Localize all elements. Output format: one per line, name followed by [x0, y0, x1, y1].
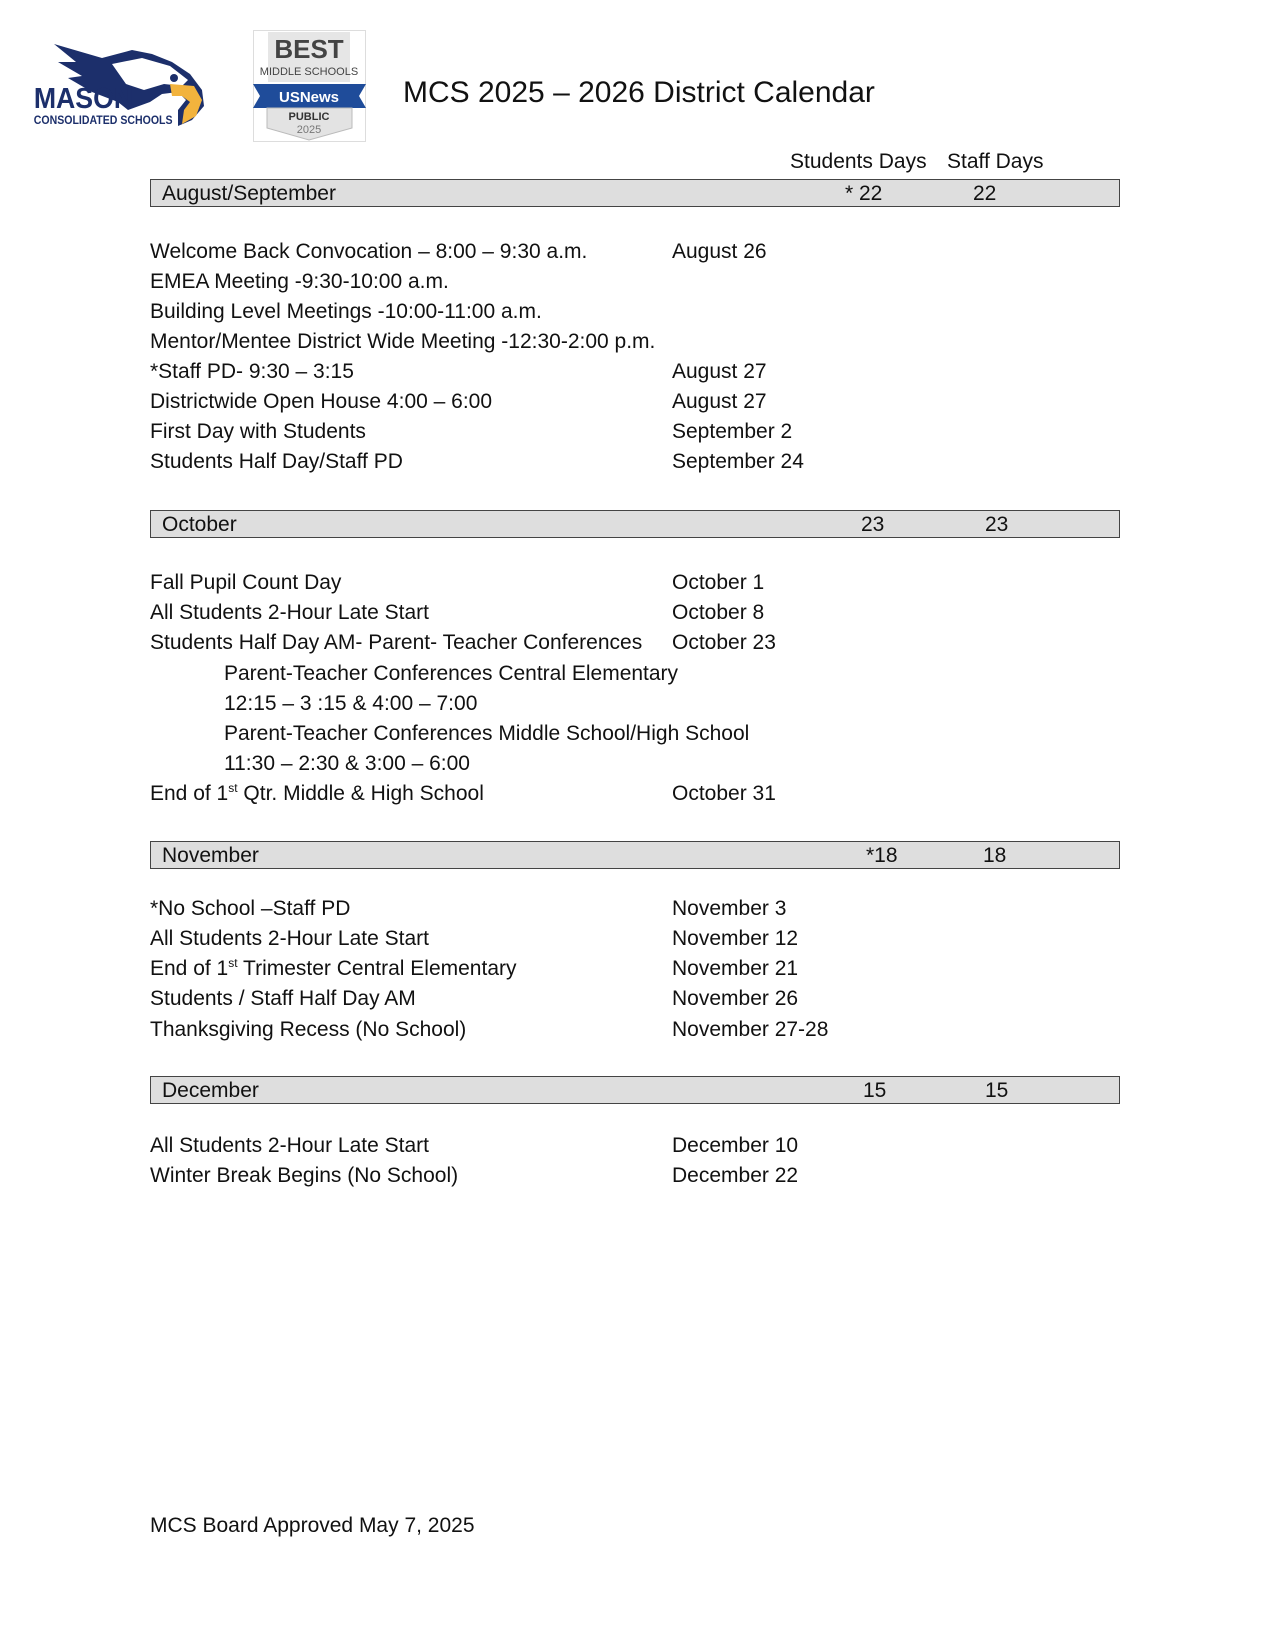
event-label: Parent-Teacher Conferences Middle School/High School	[224, 722, 750, 745]
event-label: Students Half Day AM- Parent- Teacher Conferences	[150, 631, 643, 654]
badge-best: BEST	[274, 34, 344, 64]
students-days-count: 15	[863, 1079, 887, 1102]
event-date: August 27	[672, 390, 767, 413]
event-label: Fall Pupil Count Day	[150, 571, 342, 594]
badge-middle-schools: MIDDLE SCHOOLS	[259, 66, 359, 78]
event-date: December 22	[672, 1164, 799, 1187]
event-label: *Staff PD- 9:30 – 3:15	[150, 360, 354, 383]
staff-days-count: 15	[985, 1079, 1009, 1102]
event-label: First Day with Students	[150, 420, 366, 443]
event-label: Mentor/Mentee District Wide Meeting -12:30-2:00 p.m.	[150, 330, 656, 353]
event-label: Winter Break Begins (No School)	[150, 1164, 459, 1187]
event-date: August 26	[672, 240, 767, 263]
badge-public: PUBLIC	[288, 111, 330, 123]
logo-text-mason: MASON	[33, 81, 134, 115]
event-label: 12:15 – 3 :15 & 4:00 – 7:00	[224, 692, 478, 715]
month-name: October	[162, 513, 237, 536]
month-bar-october	[150, 510, 1120, 538]
event-label: 11:30 – 2:30 & 3:00 – 6:00	[224, 752, 470, 775]
event-date: November 26	[672, 987, 799, 1010]
event-label: Welcome Back Convocation – 8:00 – 9:30 a.m.	[150, 240, 588, 263]
event-date: November 3	[672, 897, 787, 920]
month-name: November	[162, 844, 259, 867]
event-label: Thanksgiving Recess (No School)	[150, 1018, 467, 1041]
event-date: October 23	[672, 631, 776, 654]
month-bar-august-september	[150, 179, 1120, 207]
staff-days-count: 22	[973, 182, 997, 205]
staff-days-count: 23	[985, 513, 1009, 536]
month-name: December	[162, 1079, 259, 1102]
badge-year: 2025	[296, 124, 322, 136]
event-label: Students Half Day/Staff PD	[150, 450, 403, 473]
best-middle-schools-badge	[253, 30, 366, 142]
event-date: October 1	[672, 571, 765, 594]
event-label: *No School –Staff PD	[150, 897, 351, 920]
event-label: Districtwide Open House 4:00 – 6:00	[150, 390, 493, 413]
event-label: Students / Staff Half Day AM	[150, 987, 416, 1010]
month-name: August/September	[162, 182, 336, 205]
event-label: End of 1st Qtr. Middle & High School	[150, 781, 484, 805]
month-bar-december	[150, 1076, 1120, 1104]
students-days-header: Students Days	[790, 150, 927, 173]
event-date: November 12	[672, 927, 799, 950]
staff-days-count: 18	[983, 844, 1007, 867]
month-bar-november	[150, 841, 1120, 869]
event-date: November 21	[672, 957, 799, 980]
event-date: October 8	[672, 601, 765, 624]
event-date: December 10	[672, 1134, 799, 1157]
event-label: Building Level Meetings -10:00-11:00 a.m.	[150, 300, 542, 323]
page-title: MCS 2025 – 2026 District Calendar	[403, 76, 875, 109]
event-date: August 27	[672, 360, 767, 383]
mason-eagle-logo	[32, 40, 210, 130]
staff-days-header: Staff Days	[947, 150, 1044, 173]
students-days-count: 23	[861, 513, 885, 536]
event-date: September 2	[672, 420, 793, 443]
event-date: November 27-28	[672, 1018, 829, 1041]
event-label: All Students 2-Hour Late Start	[150, 927, 429, 950]
logo-text-consolidated: CONSOLIDATED SCHOOLS	[33, 114, 173, 128]
event-label: EMEA Meeting -9:30-10:00 a.m.	[150, 270, 449, 293]
event-date: October 31	[672, 782, 776, 805]
event-label: End of 1st Trimester Central Elementary	[150, 956, 517, 980]
event-label: All Students 2-Hour Late Start	[150, 1134, 429, 1157]
event-label: Parent-Teacher Conferences Central Elementary	[224, 662, 679, 685]
event-date: September 24	[672, 450, 804, 473]
badge-usnews: USNews	[278, 89, 340, 106]
board-approval-footer: MCS Board Approved May 7, 2025	[150, 1514, 475, 1537]
students-days-count: *18	[866, 844, 898, 867]
event-label: All Students 2-Hour Late Start	[150, 601, 429, 624]
students-days-count: * 22	[845, 182, 883, 205]
